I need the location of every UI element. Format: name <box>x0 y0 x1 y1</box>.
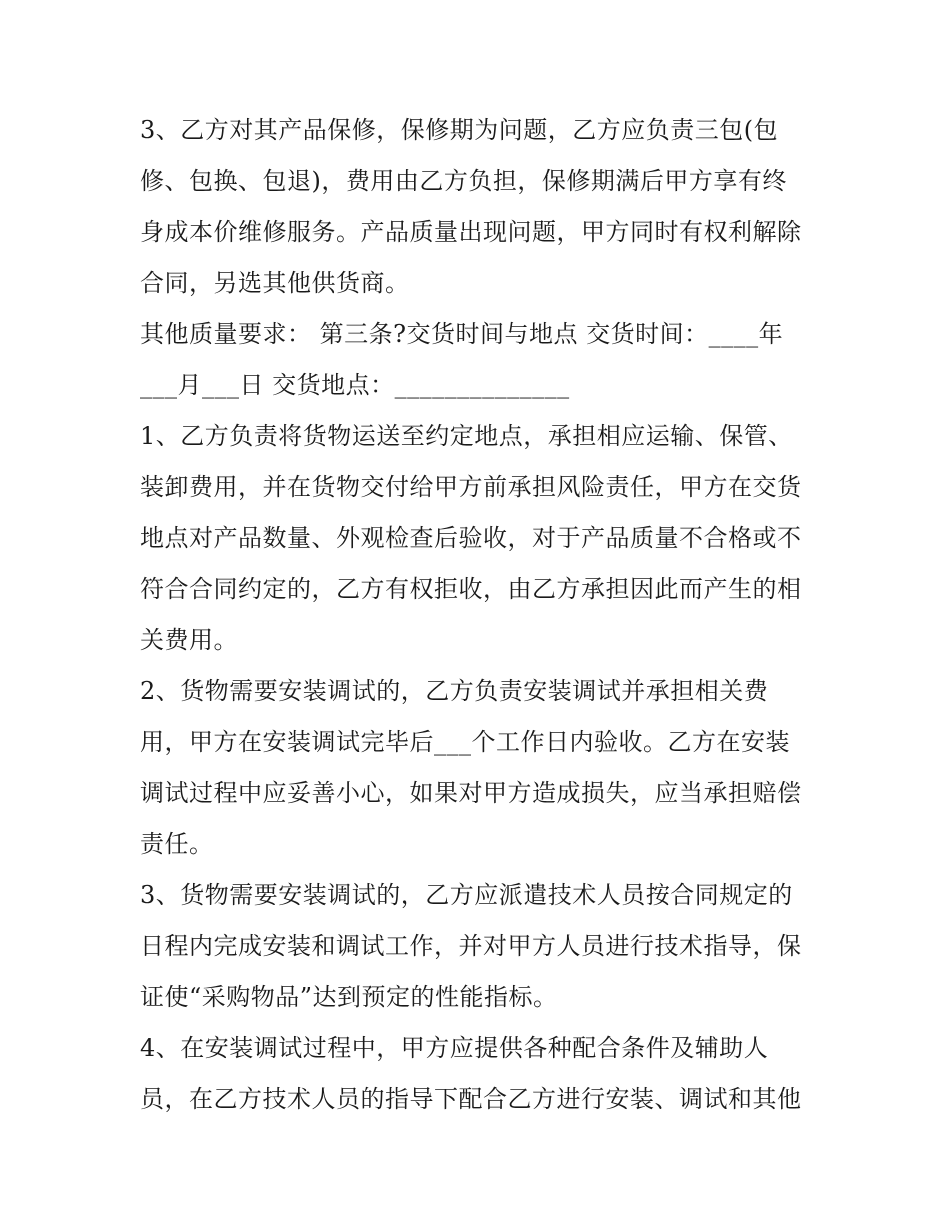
text-line: 关费用。 <box>140 626 238 654</box>
text-line: 其他质量要求： 第三条?交货时间与地点 交货时间：____年 <box>140 320 784 348</box>
text-line: 地点对产品数量、外观检查后验收，对于产品质量不合格或不 <box>140 524 802 552</box>
text-line: 身成本价维修服务。产品质量出现问题，甲方同时有权利解除 <box>140 218 802 246</box>
text-line: 3、货物需要安装调试的，乙方应派遣技术人员按合同规定的 <box>140 881 793 909</box>
text-line: 日程内完成安装和调试工作，并对甲方人员进行技术指导，保 <box>140 932 802 960</box>
text-line: 员，在乙方技术人员的指导下配合乙方进行安装、调试和其他 <box>140 1085 802 1113</box>
text-line: 责任。 <box>140 830 214 858</box>
text-line: 用，甲方在安装调试完毕后___个工作日内验收。乙方在安装 <box>140 728 790 756</box>
text-line: 证使“采购物品”达到预定的性能指标。 <box>140 983 558 1011</box>
text-line: 调试过程中应妥善小心，如果对甲方造成损失，应当承担赔偿 <box>140 779 802 807</box>
text-line: 合同，另选其他供货商。 <box>140 269 410 297</box>
text-line: 3、乙方对其产品保修，保修期为问题，乙方应负责三包(包 <box>140 116 779 144</box>
text-line: 4、在安装调试过程中，甲方应提供各种配合条件及辅助人 <box>140 1034 769 1062</box>
text-line: 2、货物需要安装调试的，乙方负责安装调试并承担相关费 <box>140 677 769 705</box>
text-line: 1、乙方负责将货物运送至约定地点，承担相应运输、保管、 <box>140 422 793 450</box>
text-line: 符合合同约定的，乙方有权拒收，由乙方承担因此而产生的相 <box>140 575 802 603</box>
text-line: 装卸费用，并在货物交付给甲方前承担风险责任，甲方在交货 <box>140 473 802 501</box>
text-line: 修、包换、包退)，费用由乙方负担，保修期满后甲方享有终 <box>140 167 787 195</box>
text-line: ___月___日 交货地点：______________ <box>140 371 570 399</box>
